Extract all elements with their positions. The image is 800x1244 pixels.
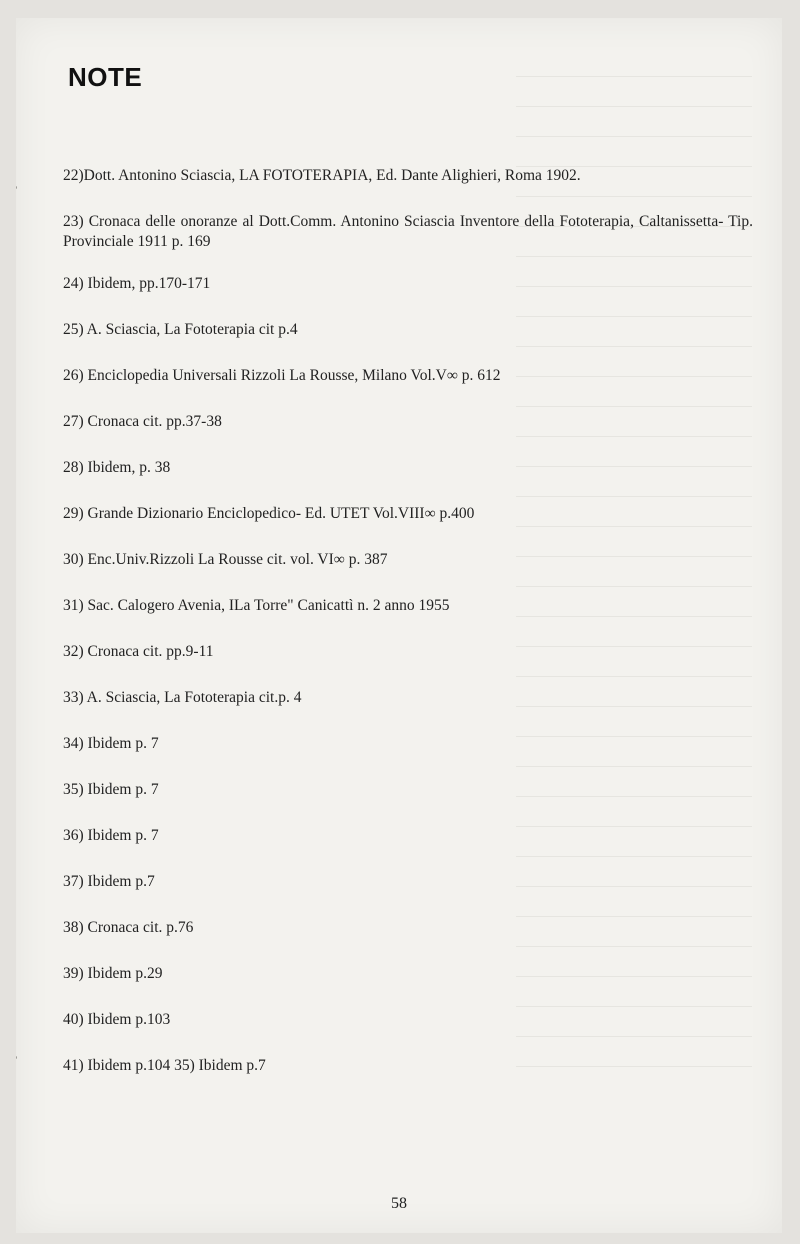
margin-speck xyxy=(16,1056,17,1059)
note-34: 34) Ibidem p. 7 xyxy=(63,735,159,752)
note-40: 40) Ibidem p.103 xyxy=(63,1011,171,1028)
note-28: 28) Ibidem, p. 38 xyxy=(63,459,171,476)
note-23: 23) Cronaca delle onoranze al Dott.Comm. Antonino Sciascia Inventore della Fototerapia, Caltanissetta- Tip. Provinciale 1911 p. 169 xyxy=(63,213,753,250)
note-32: 32) Cronaca cit. pp.9-11 xyxy=(63,643,214,660)
note-37: 37) Ibidem p.7 xyxy=(63,873,155,890)
note-29: 29) Grande Dizionario Enciclopedico- Ed. UTET Vol.VIII∞ p.400 xyxy=(63,505,475,522)
note-31: 31) Sac. Calogero Avenia, ILa Torre" Canicattì n. 2 anno 1955 xyxy=(63,597,450,614)
note-24: 24) Ibidem, pp.170-171 xyxy=(63,275,211,292)
note-38: 38) Cronaca cit. p.76 xyxy=(63,919,194,936)
note-41: 41) Ibidem p.104 35) Ibidem p.7 xyxy=(63,1057,266,1074)
note-30: 30) Enc.Univ.Rizzoli La Rousse cit. vol. VI∞ p. 387 xyxy=(63,551,388,568)
note-39: 39) Ibidem p.29 xyxy=(63,965,163,982)
document-page xyxy=(16,18,782,1233)
page-heading: NOTE xyxy=(68,62,143,92)
note-25: 25) A. Sciascia, La Fototerapia cit p.4 xyxy=(63,321,298,338)
note-33: 33) A. Sciascia, La Fototerapia cit.p. 4 xyxy=(63,689,302,706)
margin-speck xyxy=(16,186,17,189)
note-36: 36) Ibidem p. 7 xyxy=(63,827,159,844)
note-35: 35) Ibidem p. 7 xyxy=(63,781,159,798)
note-27: 27) Cronaca cit. pp.37-38 xyxy=(63,413,222,430)
note-26: 26) Enciclopedia Universali Rizzoli La Rousse, Milano Vol.V∞ p. 612 xyxy=(63,367,501,384)
note-22: 22)Dott. Antonino Sciascia, LA FOTOTERAPIA, Ed. Dante Alighieri, Roma 1902. xyxy=(63,167,581,184)
page-number: 58 xyxy=(391,1195,407,1212)
